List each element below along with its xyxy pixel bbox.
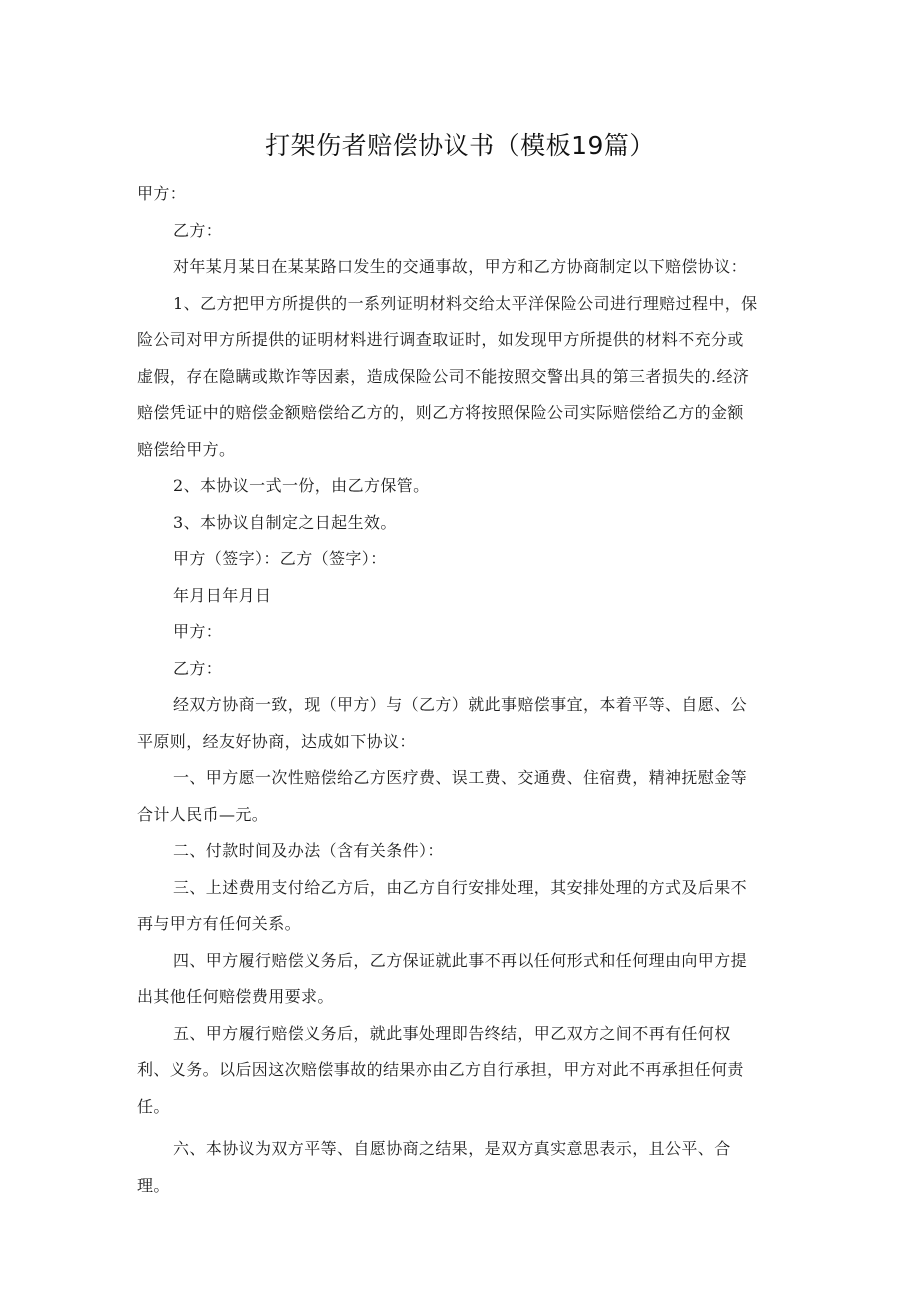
paragraph-line: 再与甲方有任何关系。 [137, 914, 302, 933]
paragraph-line: 3、本协议自制定之日起生效。 [173, 512, 397, 532]
paragraph [137, 833, 777, 870]
paragraph-line: 三、上述费用支付给乙方后，由乙方自行安排处理，其安排处理的方式及后果不 [173, 877, 748, 897]
paragraph [137, 1016, 777, 1126]
paragraph-line: 甲方（签字）：乙方（签字）： [173, 549, 387, 568]
paragraph-line: 甲方： [137, 184, 187, 203]
paragraph-line: 经双方协商一致，现（甲方）与（乙方）就此事赔偿事宜，本着平等、自愿、公 [173, 695, 748, 714]
paragraph-line: 1、乙方把甲方所提供的一系列证明材料交给太平洋保险公司进行理赔过程中，保 [173, 293, 758, 313]
paragraph-line: 任。 [137, 1096, 170, 1116]
paragraph-line: 赔偿给甲方。 [137, 439, 236, 459]
paragraph [137, 943, 777, 1016]
paragraph [137, 541, 777, 578]
paragraph-line: 2、本协议一式一份，由乙方保管。 [173, 476, 430, 495]
paragraph-line: 对年某月某日在某某路口发生的交通事故，甲方和乙方协商制定以下赔偿协议： [173, 257, 748, 276]
paragraph [137, 870, 777, 943]
paragraph-line: 五、甲方履行赔偿义务后，就此事处理即告终结，甲乙双方之间不再有任何权 [173, 1023, 731, 1043]
paragraph [137, 468, 777, 505]
paragraph [137, 505, 777, 542]
paragraph-line: 一、甲方愿一次性赔偿给乙方医疗费、误工费、交通费、住宿费，精神抚慰金等 [173, 768, 748, 787]
paragraph-line: 乙方： [173, 658, 223, 678]
paragraph-line: 利、义务。以后因这次赔偿事故的结果亦由乙方自行承担，甲方对此不再承担任何责 [137, 1060, 744, 1079]
paragraph-line: 二、付款时间及办法（含有关条件）： [173, 841, 444, 860]
paragraph [137, 687, 777, 760]
paragraph [137, 760, 777, 833]
paragraph [137, 578, 777, 615]
paragraph [137, 213, 777, 250]
paragraph [137, 249, 777, 286]
paragraph-line: 理。 [137, 1175, 170, 1195]
document-title: 打架伤者赔偿协议书（模板19篇） [265, 131, 655, 160]
paragraph-line: 虚假，存在隐瞒或欺诈等因素，造成保险公司不能按照交警出具的第三者损失的.经济 [137, 366, 750, 386]
paragraph [137, 1131, 777, 1204]
document-body [137, 176, 777, 1204]
paragraph-line: 平原则，经友好协商，达成如下协议： [137, 731, 416, 751]
paragraph-line: 险公司对甲方所提供的证明材料进行调查取证时，如发现甲方所提供的材料不充分或 [137, 330, 744, 349]
paragraph [137, 651, 777, 688]
paragraph-line: 六、本协议为双方平等、自愿协商之结果，是双方真实意思表示，且公平、合 [173, 1139, 731, 1158]
paragraph [137, 176, 777, 213]
paragraph-line: 年月日年月日 [173, 585, 272, 605]
paragraph-line: 四、甲方履行赔偿义务后，乙方保证就此事不再以任何形式和任何理由向甲方提 [173, 950, 748, 970]
paragraph-line: 赔偿凭证中的赔偿金额赔偿给乙方的，则乙方将按照保险公司实际赔偿给乙方的金额 [137, 403, 744, 422]
paragraph-line: 甲方： [173, 622, 223, 641]
paragraph-line: 出其他任何赔偿费用要求。 [137, 987, 334, 1006]
paragraph [137, 614, 777, 651]
paragraph-line: 乙方： [173, 220, 223, 240]
paragraph-line: 合计人民币—元。 [137, 804, 269, 824]
paragraph [137, 286, 777, 469]
